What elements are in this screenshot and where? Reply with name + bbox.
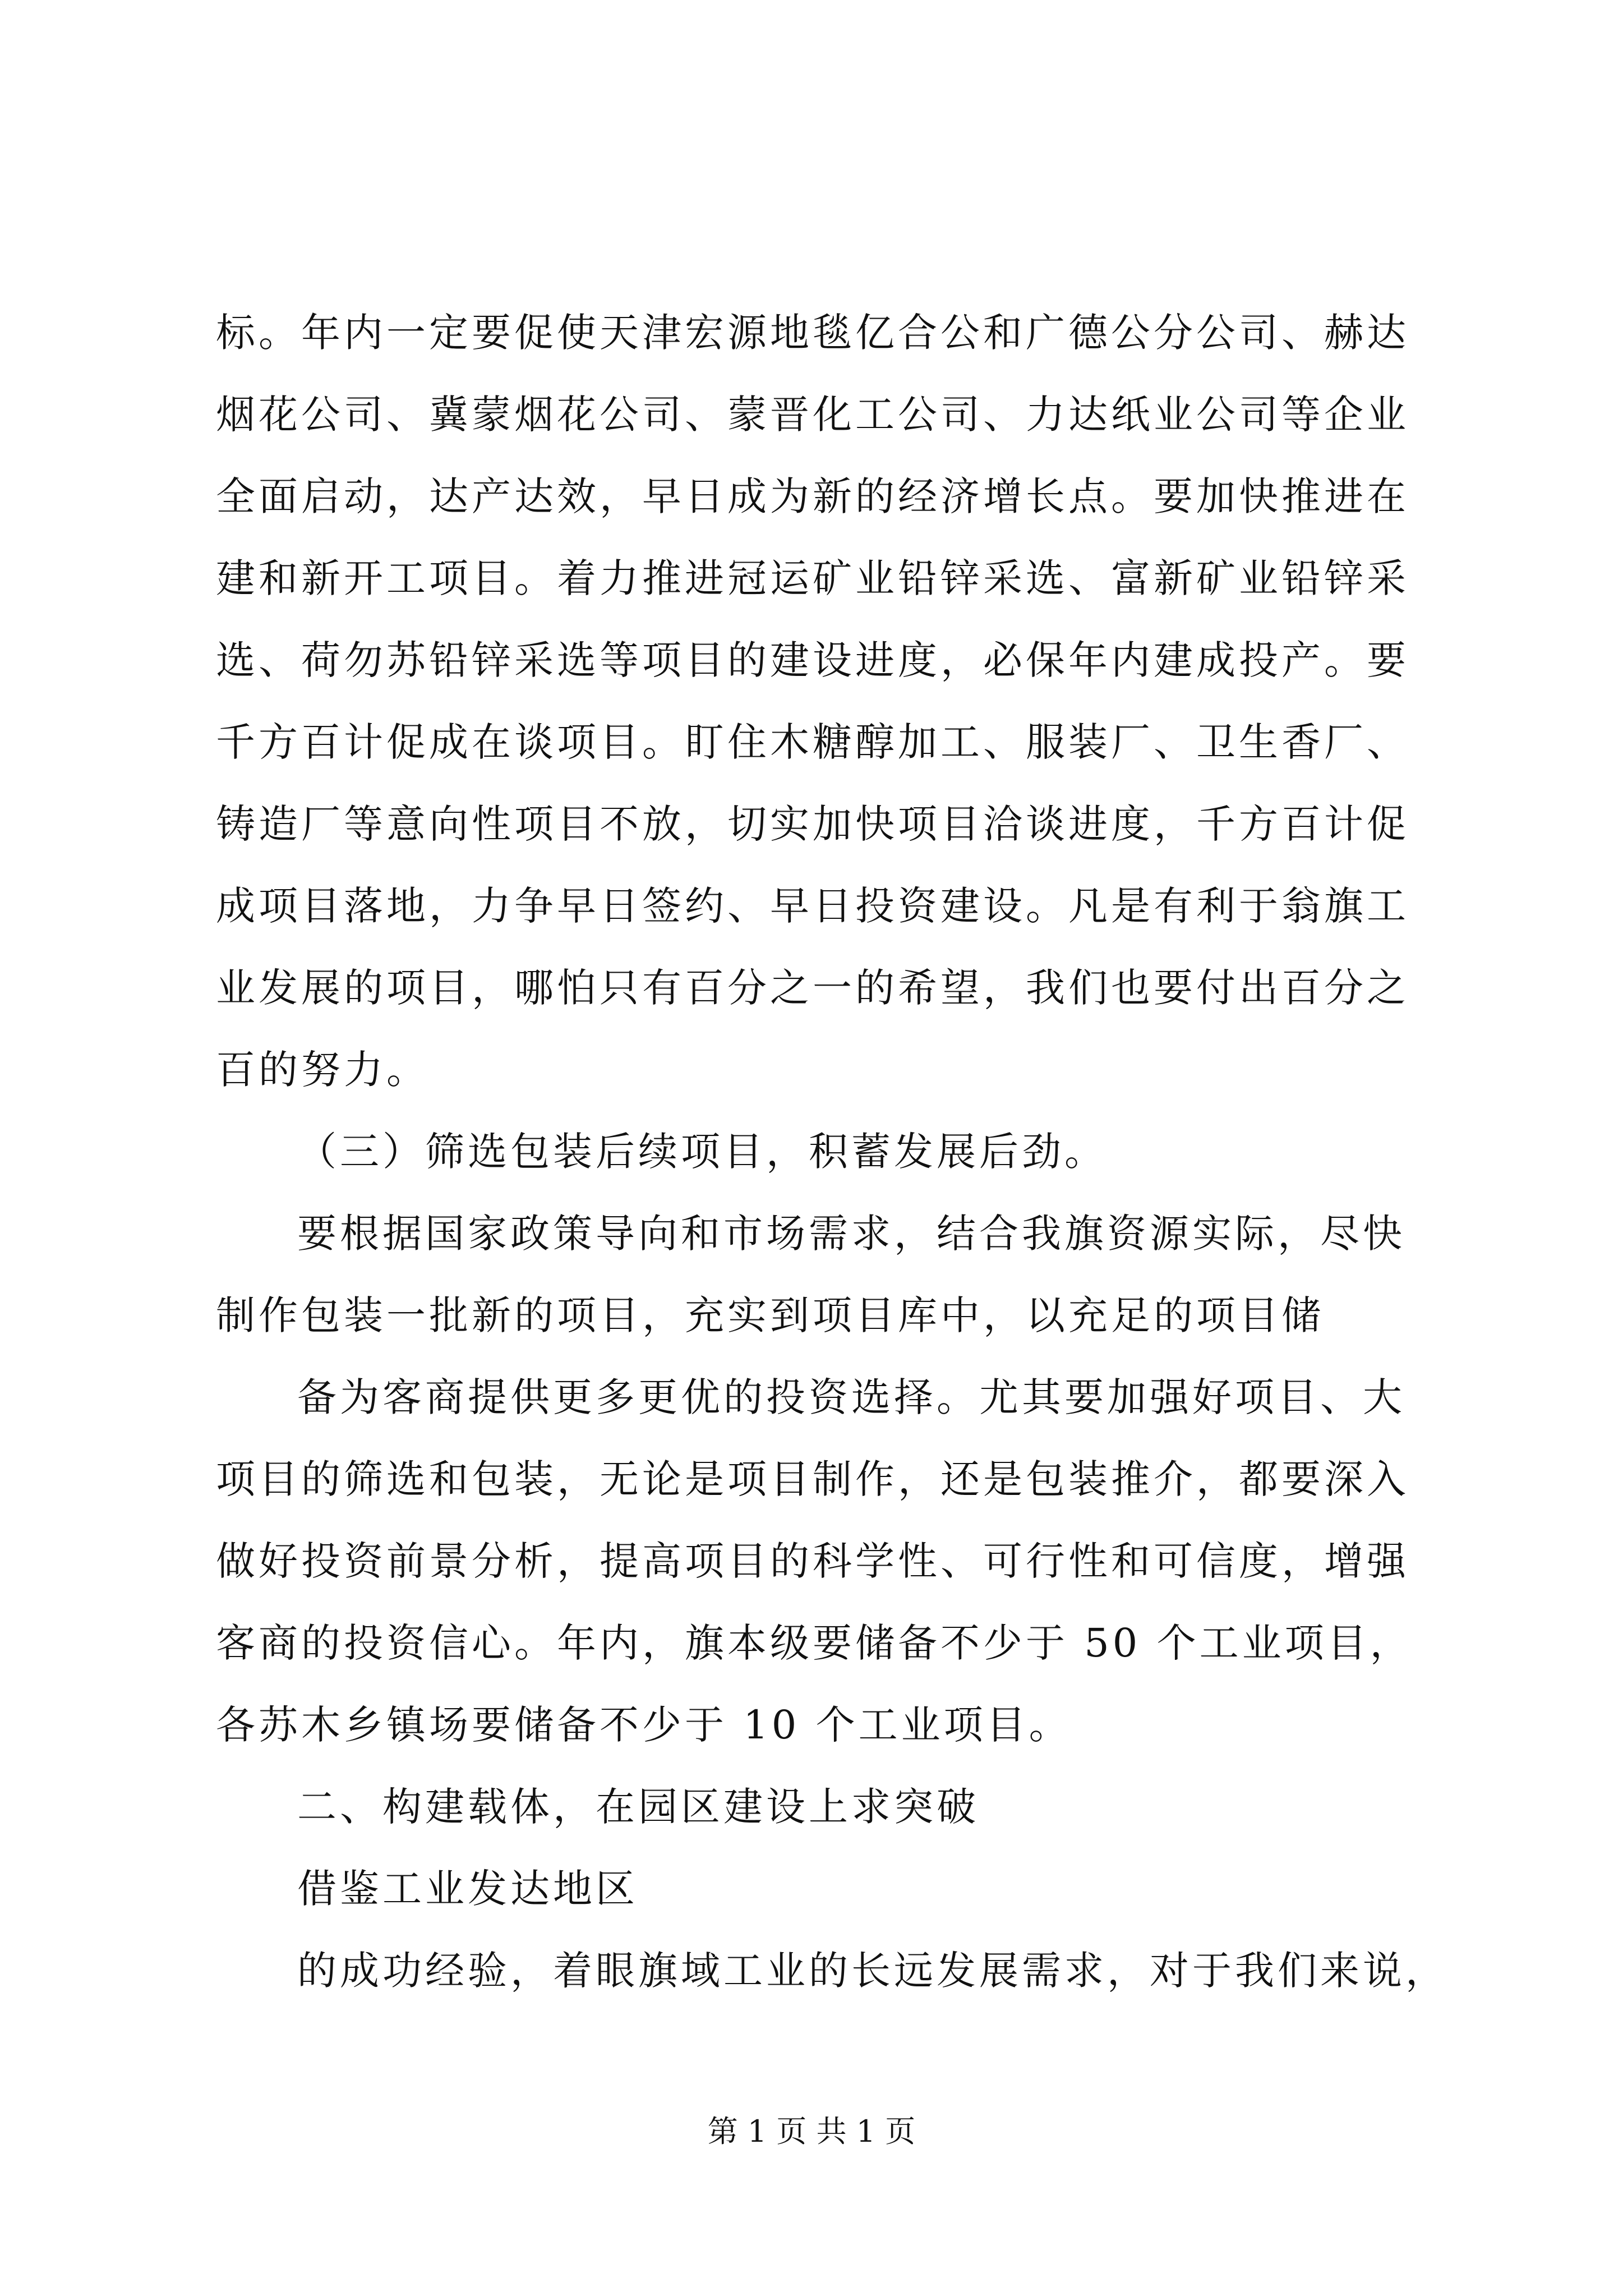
text-line: 千方百计促成在谈项目。盯住木糖醇加工、服装厂、卫生香厂、 xyxy=(216,719,1409,765)
text-line: 选、荷勿苏铅锌采选等项目的建设进度，必保年内建成投产。要 xyxy=(216,637,1409,683)
text-line: 业发展的项目，哪怕只有百分之一的希望，我们也要付出百分之 xyxy=(216,965,1409,1011)
text-line: 各苏木乡镇场要储备不少于 10 个工业项目。 xyxy=(216,1702,1072,1748)
page-number: 第 1 页 共 1 页 xyxy=(707,2114,916,2149)
section-heading: （三）筛选包装后续项目，积蓄发展后劲。 xyxy=(297,1129,1107,1175)
text-line: 全面启动，达产达效，早日成为新的经济增长点。要加快推进在 xyxy=(216,473,1409,519)
section-heading: 二、构建载体，在园区建设上求突破 xyxy=(297,1784,979,1830)
text-line: 烟花公司、冀蒙烟花公司、蒙晋化工公司、力达纸业公司等企业 xyxy=(216,392,1409,438)
text-line: 制作包装一批新的项目，充实到项目库中，以充足的项目储 xyxy=(216,1292,1324,1338)
text-line: 标。年内一定要促使天津宏源地毯亿合公和广德公分公司、赫达 xyxy=(216,310,1409,356)
text-line: 项目的筛选和包装，无论是项目制作，还是包装推介，都要深入 xyxy=(216,1456,1409,1502)
text-line: 铸造厂等意向性项目不放，切实加快项目洽谈进度，千方百计促 xyxy=(216,801,1409,847)
text-line: 要根据国家政策导向和市场需求，结合我旗资源实际，尽快 xyxy=(297,1211,1405,1257)
text-line: 备为客商提供更多更优的投资选择。尤其要加强好项目、大 xyxy=(297,1374,1405,1420)
text-line: 成项目落地，力争早日签约、早日投资建设。凡是有利于翁旗工 xyxy=(216,883,1409,929)
body-text xyxy=(216,292,1448,2012)
page-footer xyxy=(0,2112,1623,2151)
text-line: 百的努力。 xyxy=(216,1047,429,1093)
text-line: 做好投资前景分析，提高项目的科学性、可行性和可信度，增强 xyxy=(216,1538,1409,1584)
text-line: 建和新开工项目。着力推进冠运矿业铅锌采选、富新矿业铅锌采 xyxy=(216,555,1409,601)
text-line: 的成功经验，着眼旗域工业的长远发展需求，对于我们来说， xyxy=(297,1948,1448,1994)
text-line: 借鉴工业发达地区 xyxy=(297,1866,638,1912)
text-line: 客商的投资信心。年内，旗本级要储备不少于 50 个工业项目， xyxy=(216,1620,1413,1666)
